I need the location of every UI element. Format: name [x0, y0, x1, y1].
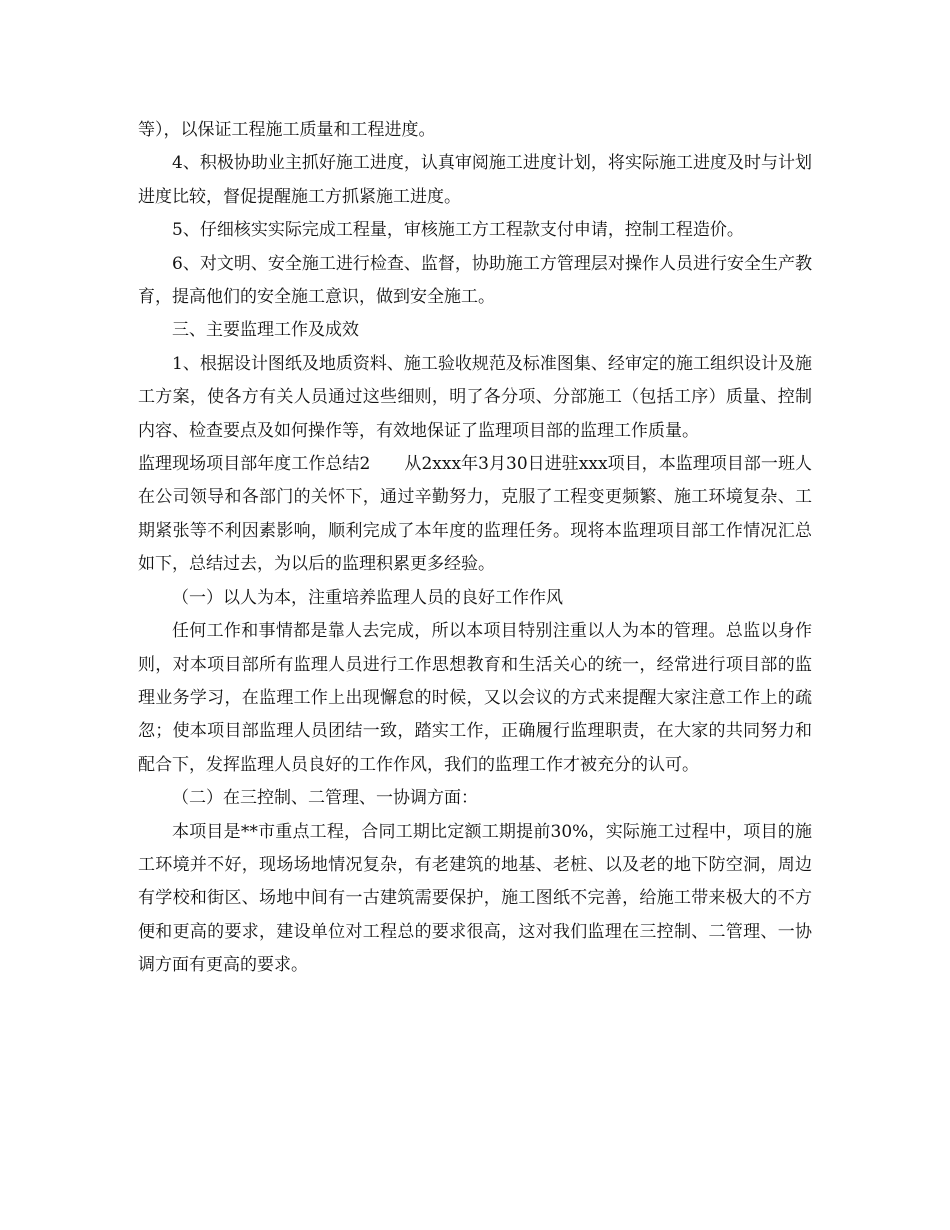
subsection-heading-2: （二）在三控制、二管理、一协调方面：	[172, 788, 478, 809]
paragraph-summary-2: 监理现场项目部年度工作总结2 从2xxx年3月30日进驻xxx项目，本监理项目部一班人在公司领导和各部门的关怀下，通过辛勤努力，克服了工程变更频繁、施工环境复杂、工期紧张等不利因素影响，顺利完成了本年度的监理任务。现将本监理项目部工作情况汇总如下，总结过去，为以后的监理积累更多经验。	[138, 454, 812, 575]
section-heading-3: 三、主要监理工作及成效	[172, 320, 359, 341]
paragraph-item-6: 6、对文明、安全施工进行检查、监督，协助施工方管理层对操作人员进行安全生产教育，提高他们的安全施工意识，做到安全施工。	[138, 253, 812, 308]
subsection-heading-1: （一）以人为本，注重培养监理人员的良好工作作风	[172, 587, 563, 608]
paragraph-item-4: 4、积极协助业主抓好施工进度，认真审阅施工进度计划，将实际施工进度及时与计划进度比较，督促提醒施工方抓紧施工进度。	[138, 153, 812, 207]
paragraph-people-oriented: 任何工作和事情都是靠人去完成，所以本项目特别注重以人为本的管理。总监以身作则，对本项目部所有监理人员进行工作思想教育和生活关心的统一，经常进行项目部的监理业务学习，在监理工作上出现懈怠的时候，又以会议的方式来提醒大家注意工作上的疏忽；使本项目部监理人员团结一致，踏实工作，正确履行监理职责，在大家的共同努力和配合下，发挥监理人员良好的工作作风，我们的监理工作才被充分的认可。	[138, 621, 812, 775]
paragraph-project-requirements: 本项目是**市重点工程，合同工期比定额工期提前30%，实际施工过程中，项目的施工环境并不好，现场场地情况复杂，有老建筑的地基、老桩、以及老的地下防空洞，周边有学校和街区、场地中间有一古建筑需要保护，施工图纸不完善，给施工带来极大的不方便和更高的要求，建设单位对工程总的要求很高，这对我们监理在三控制、二管理、一协调方面有更高的要求。	[138, 821, 812, 976]
paragraph-continuation: 等），以保证工程施工质量和工程进度。	[138, 120, 436, 140]
document-body	[138, 114, 812, 983]
paragraph-item-5: 5、仔细核实实际完成工程量，审核施工方工程款支付申请，控制工程造价。	[172, 220, 744, 241]
paragraph-item-1: 1、根据设计图纸及地质资料、施工验收规范及标准图集、经审定的施工组织设计及施工方案，使各方有关人员通过这些细则，明了各分项、分部施工（包括工序）质量、控制内容、检查要点及如何操作等，有效地保证了监理项目部的监理工作质量。	[138, 353, 812, 441]
